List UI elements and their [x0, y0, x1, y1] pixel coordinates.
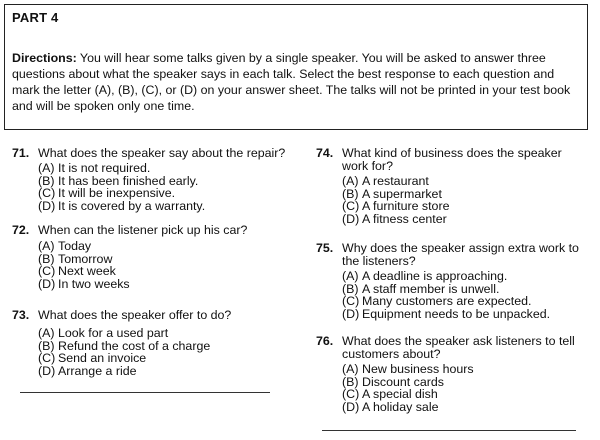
question-74	[316, 147, 588, 225]
option-c: (C) A furniture store	[342, 199, 450, 213]
left-divider-line	[20, 392, 270, 393]
option-a: (A) Look for a used part	[38, 326, 169, 340]
option-a: (A) A restaurant	[342, 174, 429, 188]
option-d: (D) Equipment needs to be unpacked.	[342, 306, 551, 321]
question-number: 71.	[12, 146, 30, 160]
question-text: What does the speaker say about the repair?	[38, 146, 286, 160]
question-75	[316, 242, 588, 320]
option-d: (D) Arrange a ride	[38, 363, 137, 378]
part-title: PART 4	[12, 10, 59, 25]
question-73	[12, 309, 302, 377]
option-c: (C) Many customers are expected.	[342, 294, 532, 308]
directions-text: You will hear some talks given by a single speaker. You will be asked to answer three questions about what the speaker says in each talk. Select the best response to each question and mark the letter (A), (B), (C), or (D) on your answer sheet. The talks will not be printed in your test book and will be spoken only one time.	[12, 51, 571, 113]
option-c: (C) Next week	[38, 264, 116, 278]
option-a: (A) It is not required.	[38, 161, 151, 175]
question-number: 73.	[12, 308, 30, 322]
directions-paragraph	[12, 50, 578, 114]
option-d: (D) In two weeks	[38, 276, 130, 291]
question-number: 72.	[12, 223, 30, 237]
question-text: What does the speaker offer to do?	[38, 308, 232, 322]
right-column	[316, 147, 588, 413]
option-c: (C) A special dish	[342, 387, 438, 401]
option-b: (B) Discount cards	[342, 374, 444, 389]
question-text: Why does the speaker assign extra work to the listeners?	[342, 241, 579, 268]
directions-label: Directions:	[12, 51, 77, 65]
option-b: (B) Refund the cost of a charge	[38, 338, 211, 353]
option-d: (D) It is covered by a warranty.	[38, 198, 206, 213]
question-text: What kind of business does the speaker work for?	[342, 146, 562, 173]
option-c: (C) It will be inexpensive.	[38, 186, 176, 200]
option-a: (A) New business hours	[342, 362, 474, 376]
option-b: (B) A supermarket	[342, 186, 442, 201]
option-c: (C) Send an invoice	[38, 351, 147, 365]
option-b: (B) Tomorrow	[38, 251, 113, 266]
left-column	[12, 147, 302, 377]
question-number: 74.	[316, 146, 334, 160]
option-b: (B) A staff member is unwell.	[342, 281, 500, 296]
right-divider-line	[322, 430, 576, 431]
question-text: When can the listener pick up his car?	[38, 223, 248, 237]
question-76	[316, 335, 588, 413]
question-72	[12, 224, 302, 290]
question-text: What does the speaker ask listeners to tell customers about?	[342, 334, 575, 361]
question-number: 75.	[316, 241, 334, 255]
option-d: (D) A fitness center	[342, 211, 447, 226]
option-b: (B) It has been finished early.	[38, 173, 199, 188]
question-71	[12, 147, 302, 212]
option-a: (A) Today	[38, 239, 92, 253]
option-a: (A) A deadline is approaching.	[342, 269, 508, 283]
option-d: (D) A holiday sale	[342, 399, 439, 414]
question-number: 76.	[316, 334, 334, 348]
